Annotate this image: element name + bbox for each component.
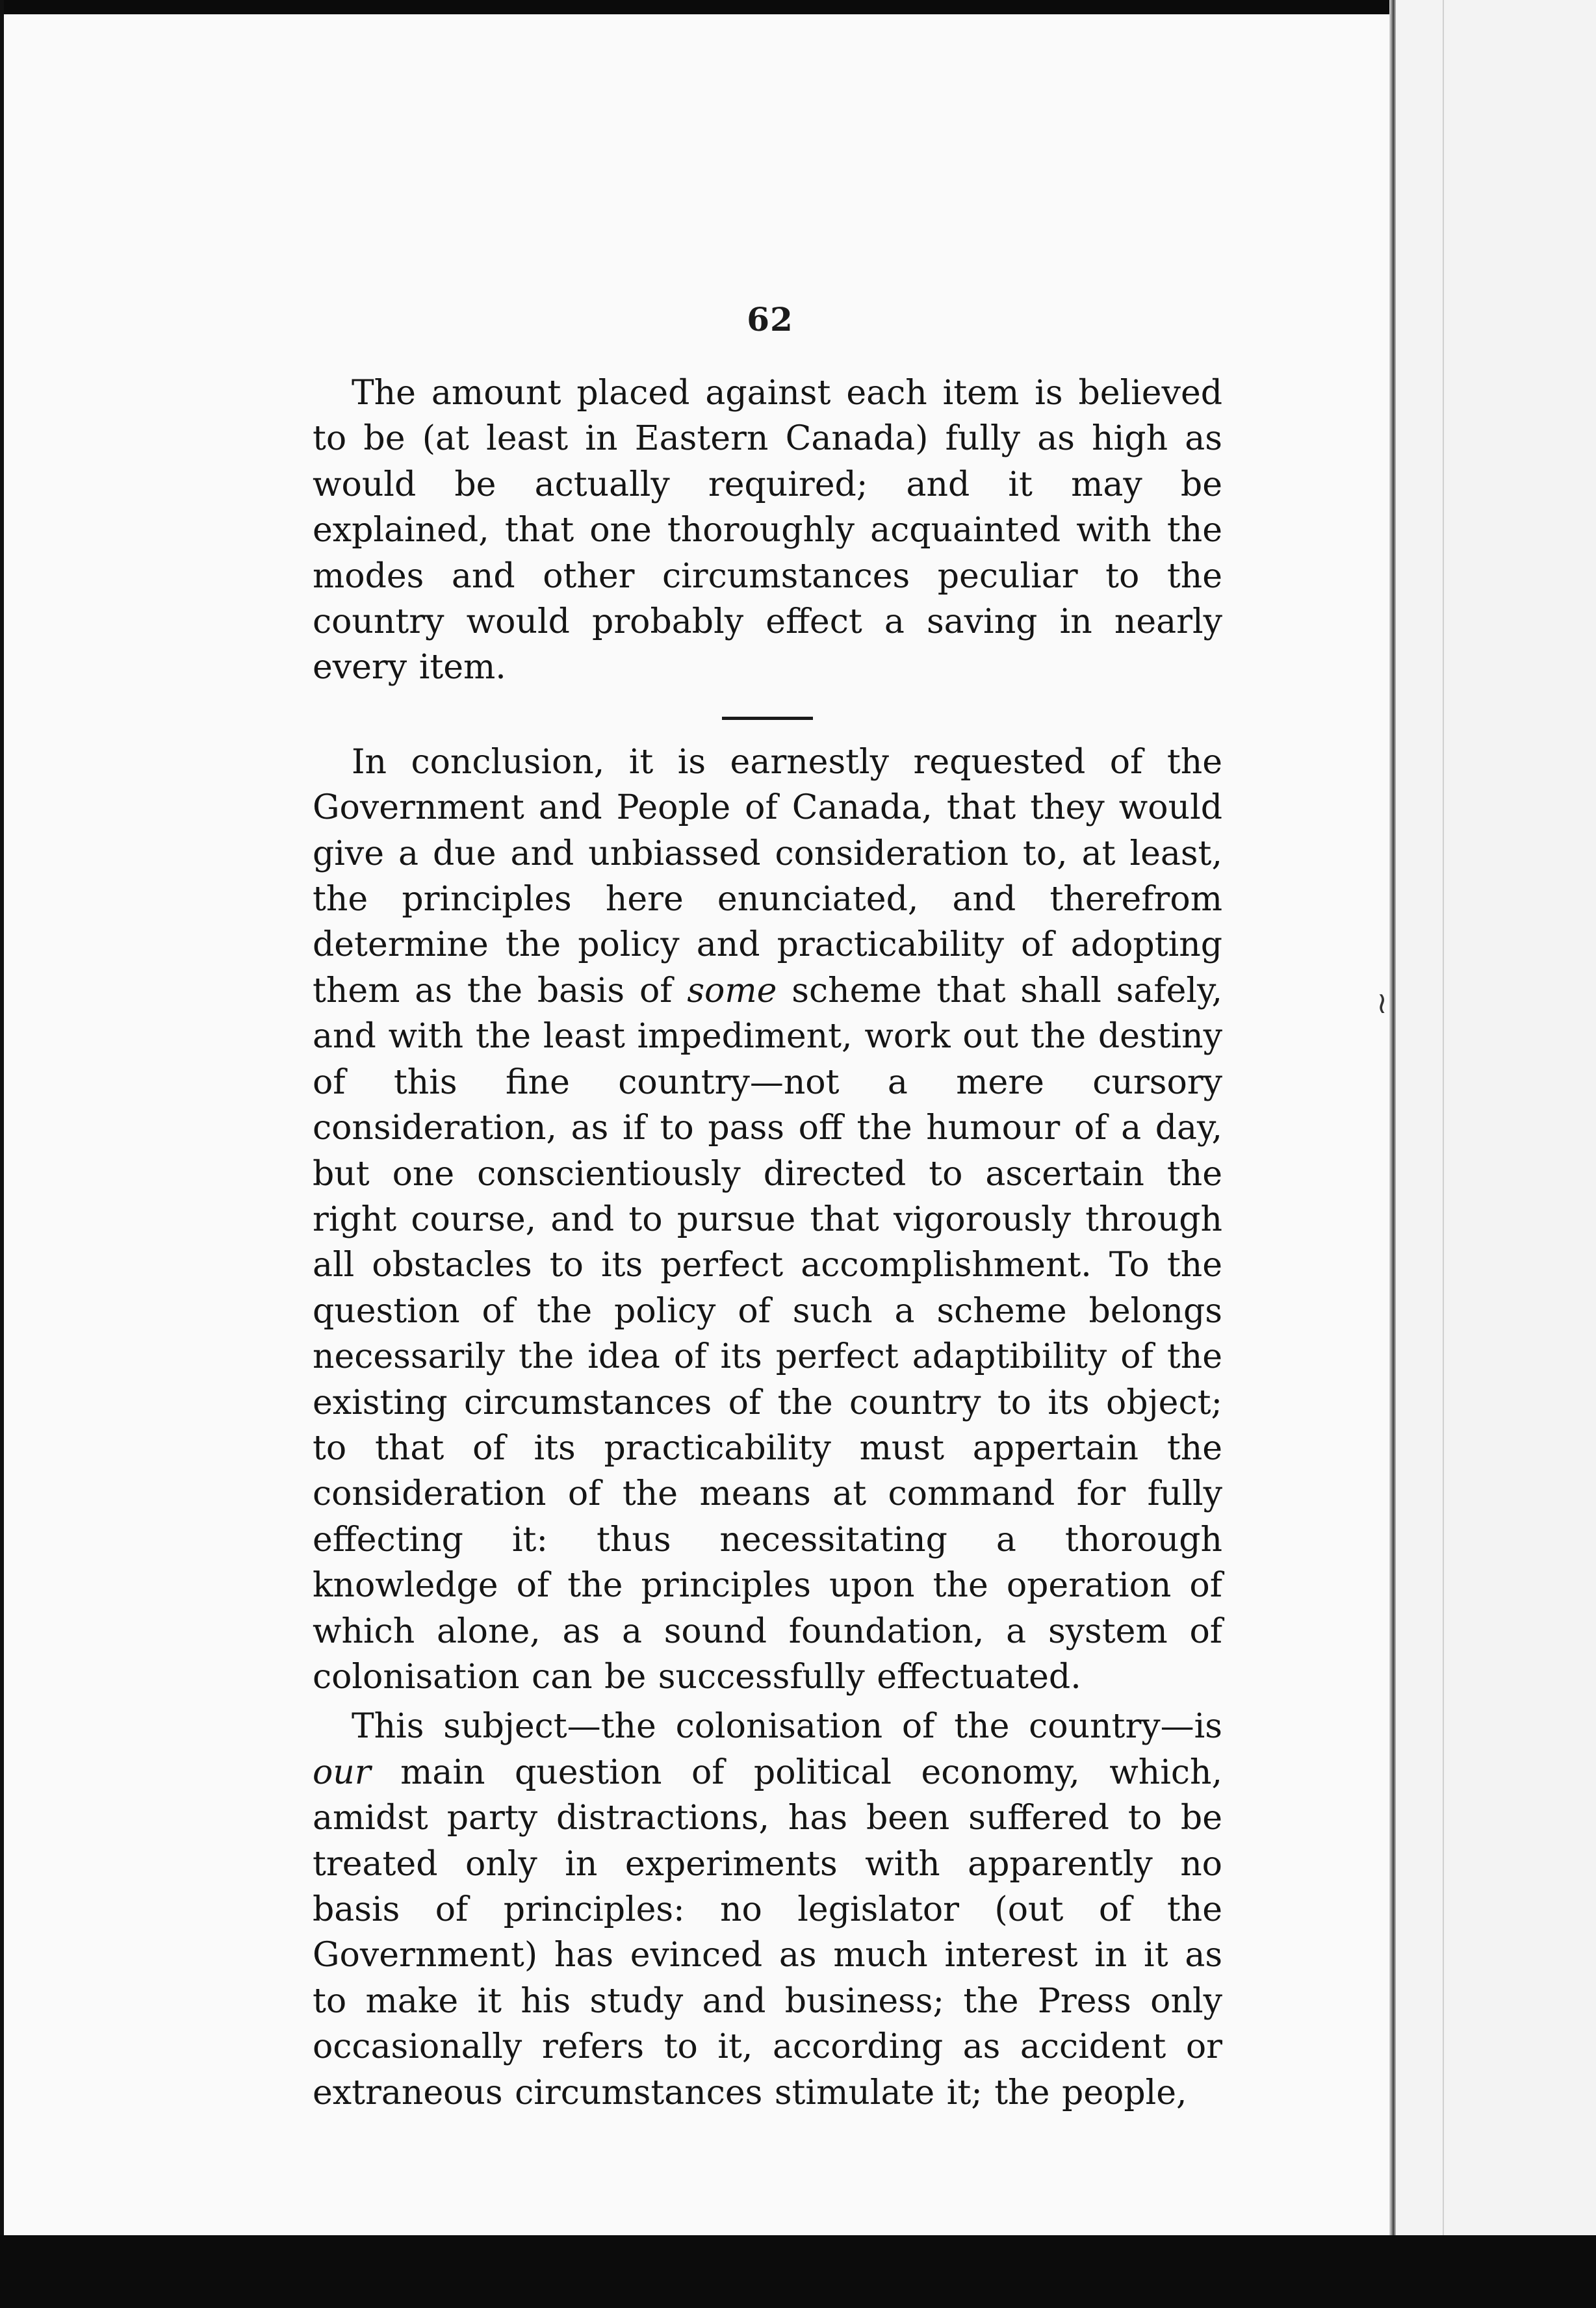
paragraph-colonisation-text-start: This subject—the colonisation of the country—is: [352, 1707, 1222, 1747]
section-divider-rule: [722, 717, 813, 720]
paragraph-colonisation: [313, 1704, 1222, 2116]
paragraph-conclusion-text-end: scheme that shall safely, and with the least impediment, work out the destiny of this fine country—not a mere cursory consideration, as if to pass off the humour of a day, but one conscientiously directed to ascertain the right course, and to pursue that vigorously through all obstacles to its perfect accomplishment. To the question of the policy of such a scheme belongs necessarily the idea of its perfect adaptibility of the existing circumstances of the country to its object; to that of its practicability must appertain the consideration of the means at command for fully effecting it: thus necessitating a thorough knowledge of the principles upon the operation of which alone, as a sound foundation, a system of colonisation can be successfully effectuated.: [313, 971, 1223, 1697]
page-curl-mark: ≀: [1376, 985, 1388, 1020]
page-number: 62: [747, 300, 793, 339]
emphasis-our: our: [313, 1752, 371, 1792]
paragraph-conclusion: [313, 739, 1222, 1700]
body-text: [313, 370, 1222, 2116]
emphasis-some: some: [687, 971, 777, 1010]
paragraph-colonisation-text-end: main question of political economy, which, amidst party distractions, has been suffered to be treated only in experiments with apparently no basis of principles: no legislator (out of the Government) has evinced as much interest in it as to make it his study and business; the Press only occasionally refers to it, according as accident or extraneous circumstances stimulate it; the people,: [313, 1752, 1222, 2112]
paragraph-cost-estimate: The amount placed against each item is believed to be (at least in Eastern Canada) fully as high as would be actually required; and it may be explained, that one thoroughly acquainted with the modes and other circumstances peculiar to the country would probably effect a saving in nearly every item.: [313, 374, 1222, 687]
scan-top-border: [0, 0, 1596, 14]
scan-left-border: [0, 0, 4, 2308]
scan-bottom-border: [0, 2235, 1596, 2308]
paragraph-conclusion-text-start: In conclusion, it is earnestly requested of the Government and People of Canada, that they would give a due and unbiassed consideration to, at least, the principles here enunciated, and therefrom determine the policy and practicability of adopting them as the basis of: [313, 742, 1222, 1010]
